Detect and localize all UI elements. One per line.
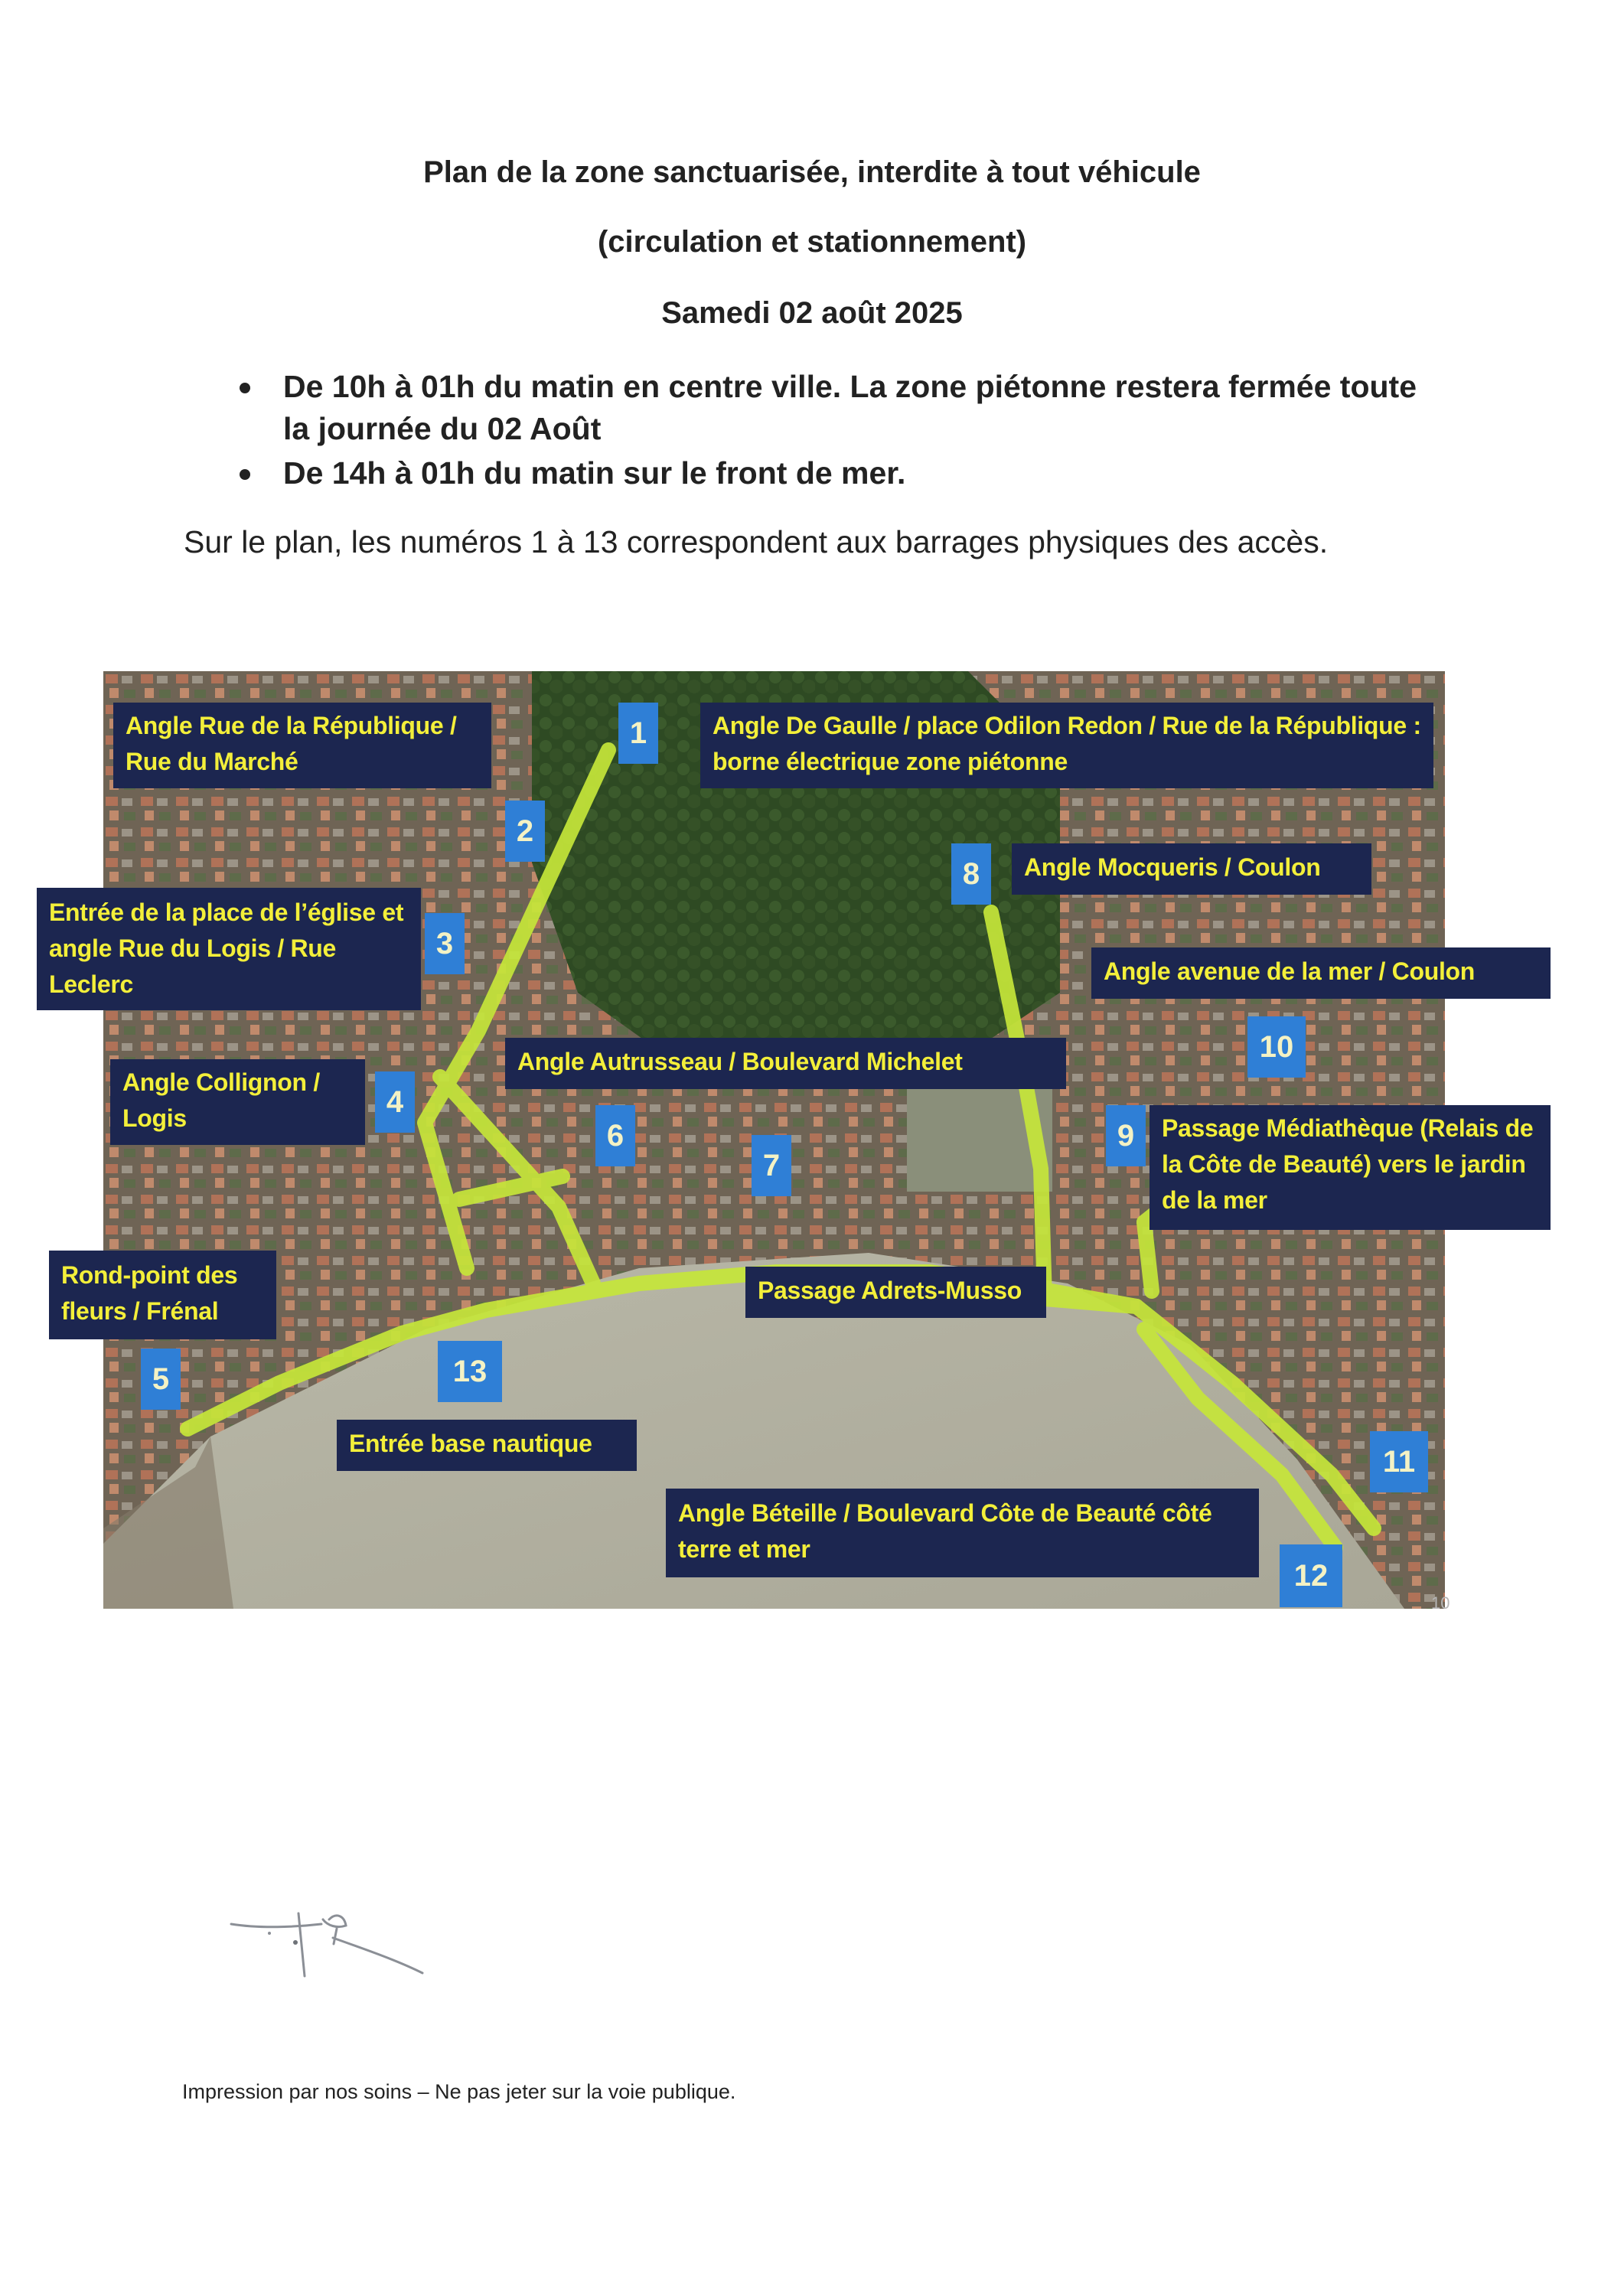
marker-6: 6 xyxy=(595,1105,635,1166)
label-de-gaulle-odilon-redon: Angle De Gaulle / place Odilon Redon / Rue de la République : borne électrique zone piétonne xyxy=(700,703,1433,788)
label-collignon-logis: Angle Collignon / Logis xyxy=(110,1059,365,1145)
marker-10: 10 xyxy=(1247,1016,1306,1078)
page-subtitle: (circulation et stationnement) xyxy=(597,225,1027,259)
label-beteille-cote-beaute: Angle Béteille / Boulevard Côte de Beauté côté terre et mer xyxy=(666,1489,1259,1577)
marker-9: 9 xyxy=(1106,1105,1146,1166)
marker-11: 11 xyxy=(1370,1431,1428,1492)
page-title: Plan de la zone sanctuarisée, interdite à tout véhicule xyxy=(423,155,1201,189)
label-avenue-mer-coulon: Angle avenue de la mer / Coulon xyxy=(1091,947,1551,999)
schedule-item-center: De 10h à 01h du matin en centre ville. La zone piétonne restera fermée toute la journée du 02 Août xyxy=(233,366,1435,450)
map-page-number: 10 xyxy=(1431,1593,1450,1613)
schedule-item-seafront: De 14h à 01h du matin sur le front de mer. xyxy=(233,452,1435,494)
footer-note: Impression par nos soins – Ne pas jeter sur la voie publique. xyxy=(182,2080,736,2103)
marker-4: 4 xyxy=(375,1071,415,1133)
label-mediatheque: Passage Médiathèque (Relais de la Côte de Beauté) vers le jardin de la mer xyxy=(1150,1105,1551,1230)
map-note: Sur le plan, les numéros 1 à 13 correspondent aux barrages physiques des accès. xyxy=(184,524,1329,559)
event-date: Samedi 02 août 2025 xyxy=(661,296,963,330)
marker-8: 8 xyxy=(951,843,991,905)
marker-2: 2 xyxy=(505,801,545,862)
signature xyxy=(222,1906,436,2005)
marker-3: 3 xyxy=(425,913,465,974)
label-republique-marche: Angle Rue de la République / Rue du Marché xyxy=(113,703,491,788)
marker-7: 7 xyxy=(752,1135,791,1196)
label-base-nautique: Entrée base nautique xyxy=(337,1420,637,1471)
schedule-list xyxy=(233,366,1435,497)
label-adrets-musso: Passage Adrets-Musso xyxy=(745,1267,1046,1318)
label-autrusseau-michelet: Angle Autrusseau / Boulevard Michelet xyxy=(505,1038,1066,1089)
label-mocqueris-coulon: Angle Mocqueris / Coulon xyxy=(1012,843,1371,895)
label-rond-point-fleurs: Rond-point des fleurs / Frénal xyxy=(49,1251,276,1339)
marker-13: 13 xyxy=(438,1341,502,1402)
marker-1: 1 xyxy=(618,703,658,764)
marker-5: 5 xyxy=(141,1349,181,1410)
label-eglise-logis-leclerc: Entrée de la place de l’église et angle Rue du Logis / Rue Leclerc xyxy=(37,888,421,1010)
marker-12: 12 xyxy=(1280,1544,1342,1607)
